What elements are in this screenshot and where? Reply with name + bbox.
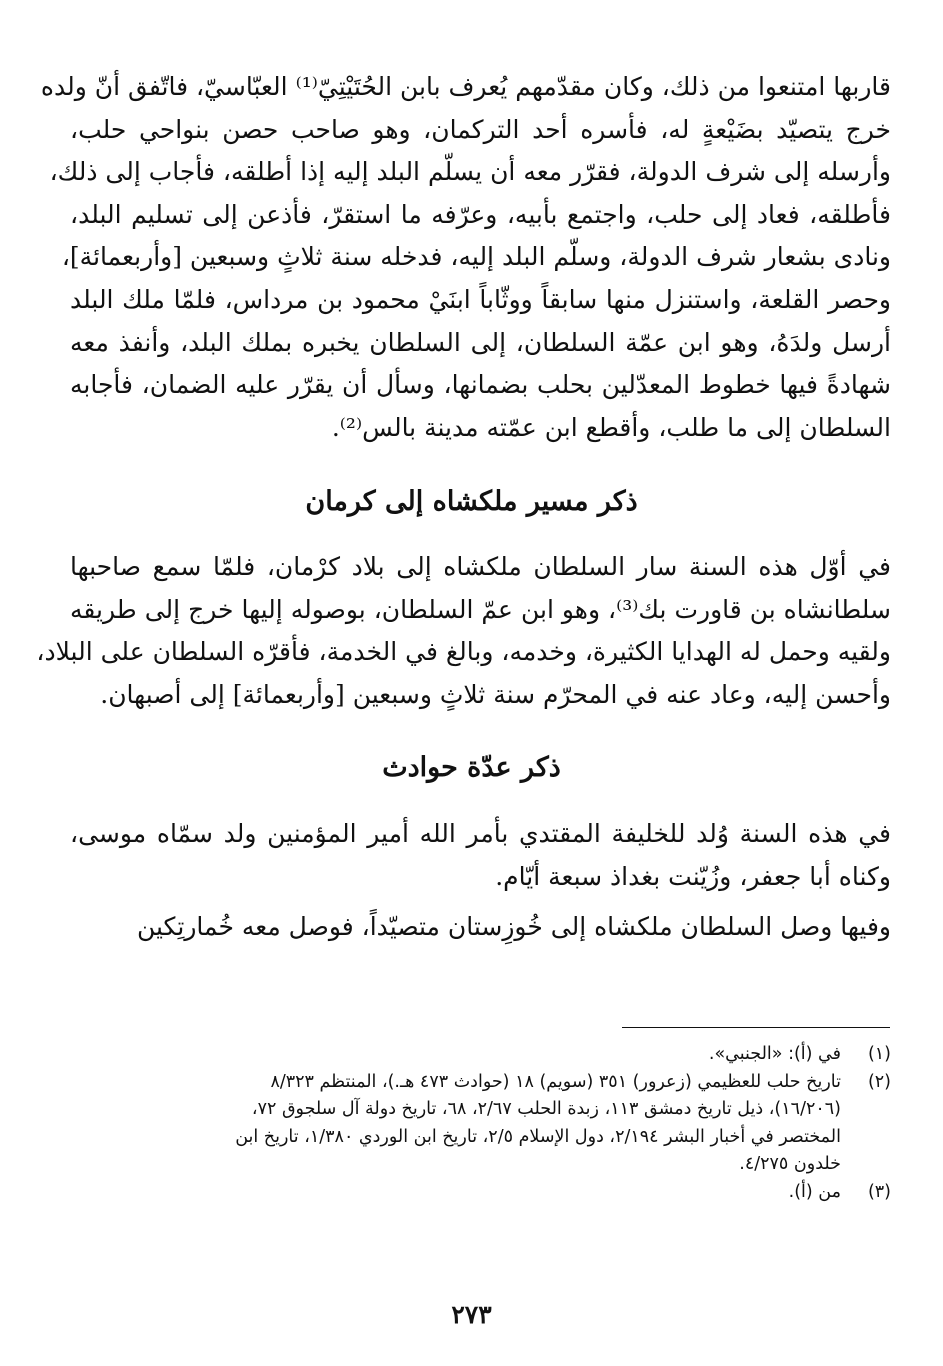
footnote-2 (70, 1069, 891, 1179)
text-line: ونادى بشعار شرف الدولة، وسلّم البلد إليه، فدخله سنة ثلاثٍ وسبعين [وأربعمائة]، (61, 242, 891, 272)
text-line: وفيها وصل السلطان ملكشاه إلى خُوزِستان متصيّداً، فوصل معه خُمارتِكين (136, 912, 891, 941)
text-line: وكناه أبا جعفر، وزُيّنت بغداذ سبعة أيّام. (495, 861, 891, 891)
footnotes (70, 1041, 891, 1206)
body-paragraph-2 (36, 546, 891, 716)
footnote-line: (١٦/٢٠٦)، ذيل تاريخ دمشق ١١٣، زبدة الحلب ٢/٦٧، ٦٨، تاريخ دولة آل سلجوق ٧٢، (251, 1099, 841, 1119)
text-line: السلطان إلى ما طلب، وأقطع ابن عمّته مدينة بالس⁽²⁾. (331, 412, 891, 442)
footnote-1 (70, 1041, 891, 1069)
footnote-number: (٢) (867, 1071, 891, 1092)
footnote-line: خلدون ٤/٢٧٥. (739, 1154, 841, 1174)
text-line: ولقيه وحمل له الهدايا الكثيرة، وخدمه، وبالغ في الخدمة، فأقرّه السلطان على البلاد، (36, 637, 891, 667)
body-paragraph-3 (70, 813, 891, 898)
text-line: وأحسن إليه، وعاد عنه في المحرّم سنة ثلاثٍ وسبعين [وأربعمائة] إلى أصبهان. (100, 679, 891, 709)
text-line: وحصر القلعة، واستنزل منها سابقاً ووثّاباً ابنَيْ محمود بن مرداس، فلمّا ملك البلد (70, 284, 891, 314)
footnote-line: من (أ). (788, 1181, 841, 1202)
text-line: في هذه السنة وُلد للخليفة المقتدي بأمر الله أمير المؤمنين ولد سمّاه موسى، (70, 819, 891, 848)
footnote-line: في (أ): «الجنبي». (708, 1044, 841, 1064)
text-line: خرج يتصيّد بضَيْعةٍ له، فأسره أحد التركمان، وهو صاحب حصن بنواحي حلب، (70, 114, 891, 144)
footnote-number: (١) (867, 1044, 891, 1064)
section-heading-events: ذكر عدّة حوادث (382, 752, 561, 783)
text-line: وأرسله إلى شرف الدولة، فقرّر معه أن يسلّم البلد إليه إذا أطلقه، فأجاب إلى ذلك، (49, 157, 891, 187)
footnote-divider (622, 1027, 890, 1028)
footnote-line: تاريخ حلب للعظيمي (زعرور) ٣٥١ (سويم) ١٨ (حوادث ٤٧٣ هـ.)، المنتظم ٨/٣٢٣ (270, 1071, 841, 1092)
footnote-number: (٣) (867, 1181, 891, 1202)
footnote-3 (70, 1179, 891, 1207)
text-line: أرسل ولدَهُ، وهو ابن عمّة السلطان، إلى السلطان يخبره بملك البلد، وأنفذ معه (70, 327, 891, 357)
body-paragraph-4 (70, 906, 891, 949)
section-heading-kerman: ذكر مسير ملكشاه إلى كرمان (305, 486, 638, 517)
page-number: ٢٧٣ (451, 1300, 492, 1329)
text-line: شهادةً فيها خطوط المعدّلين بحلب بضمانها، وسأل أن يقرّر عليه الضمان، فأجابه (70, 370, 891, 400)
text-line: سلطانشاه بن قاورت بك⁽³⁾، وهو ابن عمّ السلطان، بوصوله إليها خرج إلى طريقه (70, 594, 891, 624)
footnote-line: المختصر في أخبار البشر ٢/١٩٤، دول الإسلام ٢/٥، تاريخ ابن الوردي ١/٣٨٠، تاريخ ابن (235, 1126, 841, 1147)
text-line: فأطلقه، فعاد إلى حلب، واجتمع بأبيه، وعرّفه ما استقرّ، فأذعن إلى تسليم البلد، (70, 199, 891, 229)
text-line: قاربها امتنعوا من ذلك، وكان مقدّمهم يُعرف بابن الحُتَيْتِيّ⁽¹⁾ العبّاسيّ، فاتّفق أنّ ولده (40, 72, 891, 101)
text-line: في أوّل هذه السنة سار السلطان ملكشاه إلى بلاد كرْمان، فلمّا سمع صاحبها (70, 552, 891, 581)
body-paragraph-1 (40, 66, 891, 449)
